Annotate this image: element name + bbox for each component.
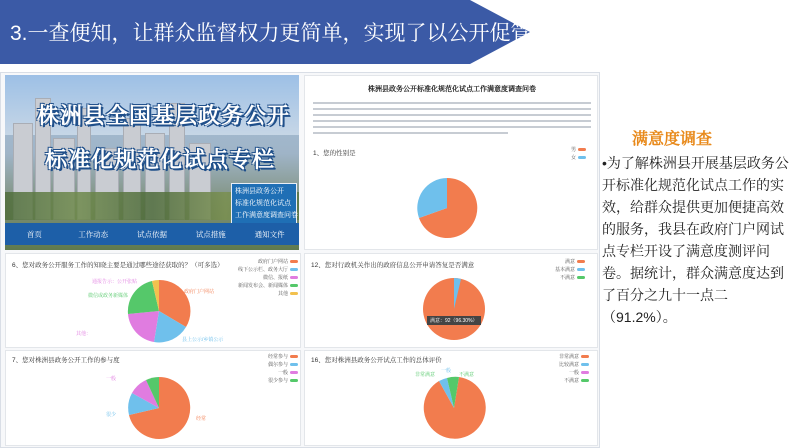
nav-item-news[interactable]: 工作动态 <box>78 229 109 239</box>
q16-card <box>304 350 598 446</box>
box-line: 工作满意度调查问卷 <box>235 212 298 219</box>
legend-label: 新闻发布会、新闻媒体 <box>238 283 289 289</box>
q1-legend <box>571 146 586 162</box>
legend-label: 满意 <box>565 259 576 265</box>
q7-pie-chart <box>124 373 194 443</box>
slice-label: 很少 <box>106 412 117 418</box>
box-line: 株洲县政务公开 <box>235 188 284 195</box>
site-nav-bar <box>5 223 299 245</box>
nav-item-basis[interactable]: 试点依据 <box>136 229 167 239</box>
slice-label: 微信或政务新媒体 <box>88 293 129 299</box>
site-title-line1: 株洲县全国基层政务公开 <box>37 103 291 128</box>
side-heading: 满意度调查 <box>632 131 713 148</box>
q7-card <box>5 350 301 446</box>
legend-label: 线下公示栏、政务大厅 <box>238 267 289 273</box>
survey-intro-text <box>313 98 591 144</box>
q1-pie-chart <box>415 176 479 240</box>
q16-pie-chart <box>419 373 489 443</box>
slice-label: 不满意 <box>459 372 475 378</box>
q12-pie-chart <box>419 274 489 344</box>
q7-legend <box>268 353 298 385</box>
side-description: •为了解株洲县开展基层政务公开标准化规范化试点工作的实效，给群众提供更加便捷高效的服务，我县在政府门户网试点专栏开设了满意度测评问卷。据统计，群众满意度达到了百分之九十一点二（91.2%）。 <box>602 155 789 325</box>
legend-label: 女 <box>571 155 577 161</box>
slice-label: 其他： <box>76 331 92 337</box>
nav-item-measures[interactable]: 试点措施 <box>195 229 226 239</box>
question-16-label: 16、您对株洲县政务公开试点工作的总体评价 <box>311 357 442 364</box>
legend-label: 男 <box>571 147 577 153</box>
q6-legend <box>238 258 298 298</box>
question-1-label: 1、您的性别是 <box>313 150 356 157</box>
slice-label: 非常满意 <box>415 372 436 378</box>
site-title-line2: 标准化规范化试点专栏 <box>45 147 276 172</box>
legend-label: 微信、报纸 <box>263 275 289 281</box>
slide-title: 3.一查便知，让群众监督权力更简单，实现了以公开促管理 <box>10 22 553 45</box>
screenshot-composite <box>0 72 600 448</box>
legend-label: 非常满意 <box>559 354 580 360</box>
slice-label: 县上公示/乡镇公示 <box>182 337 224 343</box>
q6-card <box>5 253 301 348</box>
slice-label: 一般 <box>441 368 452 374</box>
legend-label: 其他 <box>278 291 289 297</box>
pie-slice-wechat <box>128 311 159 342</box>
q16-legend <box>559 353 589 385</box>
slice-label: 政府门户网站 <box>184 289 215 295</box>
question-7-label: 7、您对株洲县政务公开工作的参与度 <box>12 357 120 364</box>
legend-label: 政府门户网站 <box>258 259 289 265</box>
nav-item-home[interactable]: 首页 <box>26 229 42 239</box>
legend-label: 偶尔参与 <box>268 362 289 368</box>
legend-label: 比较满意 <box>559 362 580 368</box>
box-line: 标准化规范化试点 <box>235 200 291 207</box>
slice-label: 经常 <box>196 416 207 422</box>
survey-paper <box>304 75 598 250</box>
legend-label: 一般 <box>278 370 289 376</box>
chart-tooltip: 满意：92（96.30%） <box>427 316 481 325</box>
nav-item-notices[interactable]: 通知文件 <box>254 229 285 239</box>
q12-card <box>304 253 598 348</box>
legend-label: 不满意 <box>560 275 576 281</box>
slice-label: 通报告示：公开张贴 <box>92 279 138 285</box>
survey-title: 株洲县政务公开标准化规范化试点工作满意度调查问卷 <box>368 86 536 93</box>
legend-label: 一般 <box>569 370 580 376</box>
slice-label: 一般 <box>106 376 117 382</box>
q12-legend <box>555 258 585 282</box>
question-12-label: 12、您对行政机关作出的政府信息公开申请答复是否满意 <box>311 262 475 269</box>
legend-label: 不满意 <box>564 378 580 384</box>
legend-label: 很少参与 <box>268 378 289 384</box>
title-banner <box>0 0 553 64</box>
legend-label: 基本满意 <box>555 267 576 273</box>
legend-label: 经常参与 <box>268 354 289 360</box>
question-6-label: 6、您对政务公开服务工作的知晓主要是通过哪些途径获取的？（可多选） <box>12 262 224 269</box>
